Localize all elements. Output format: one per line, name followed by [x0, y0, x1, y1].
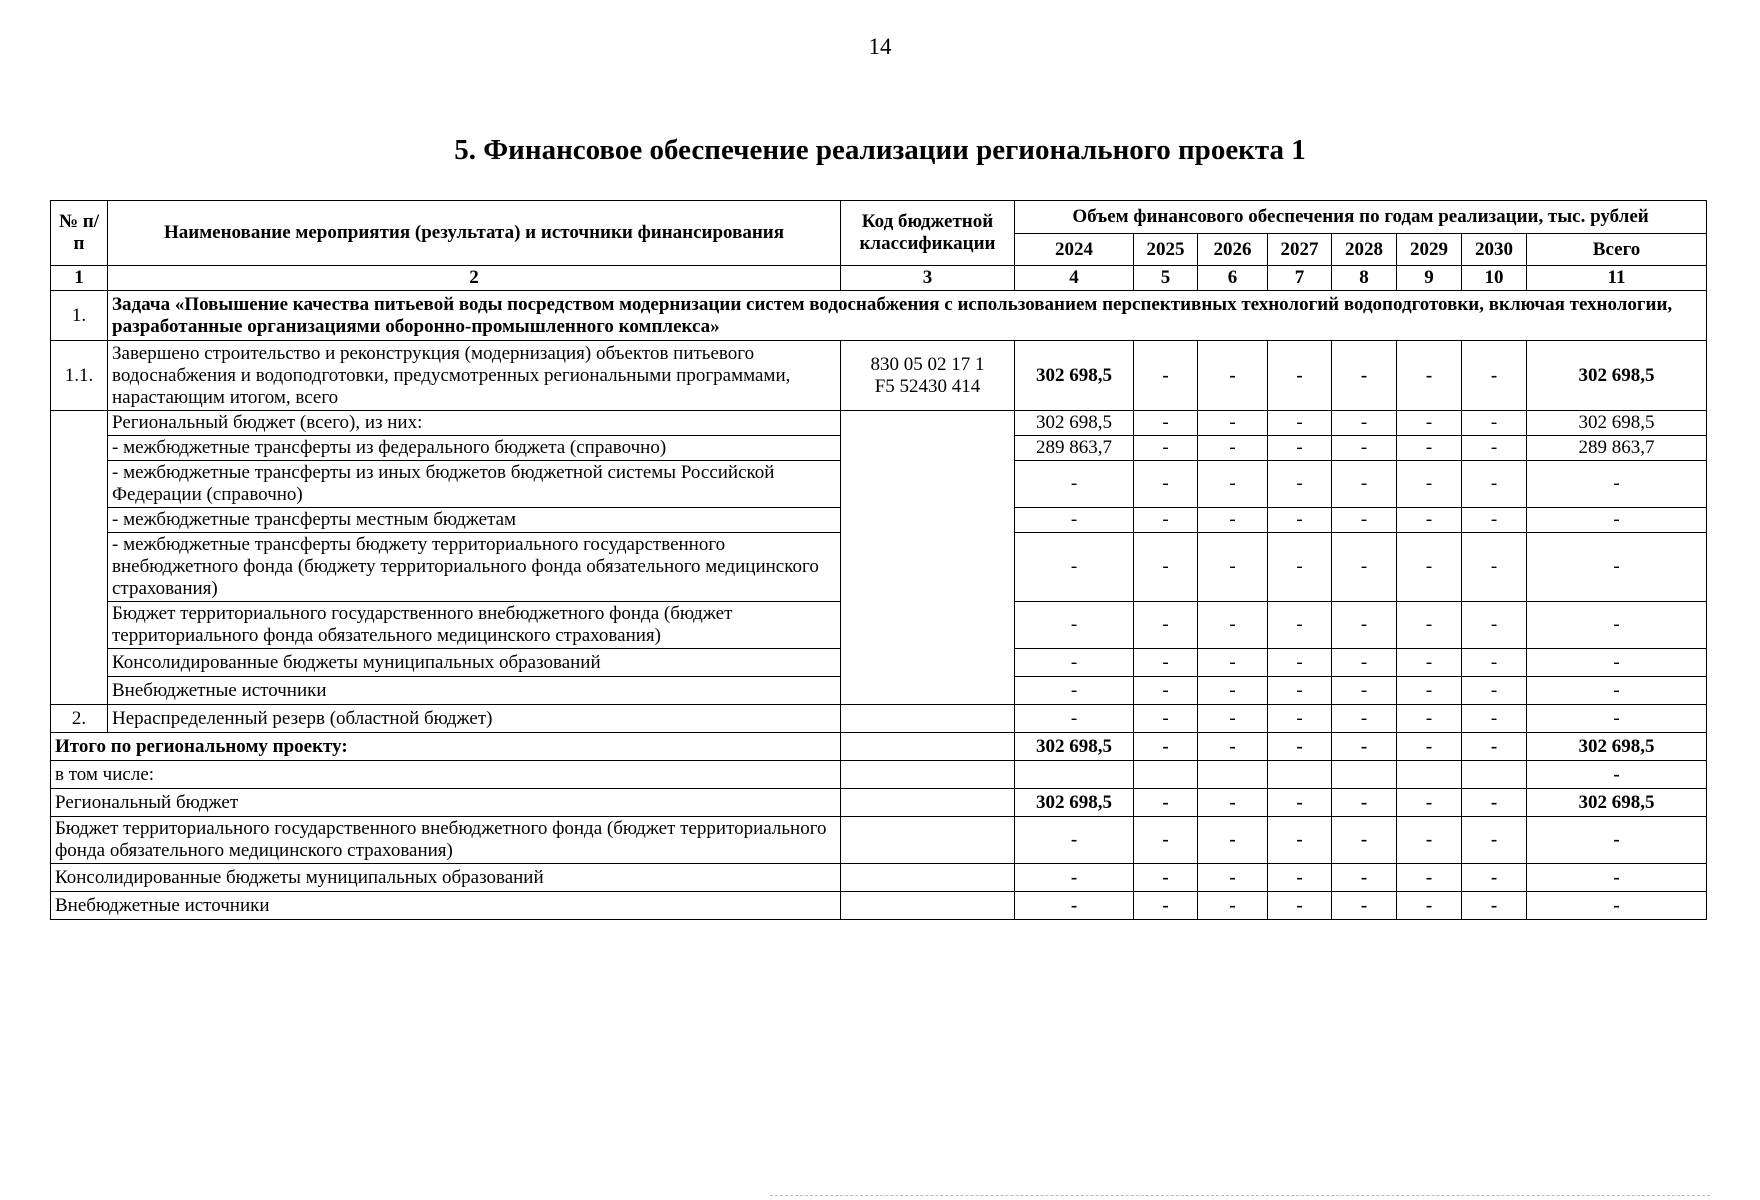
value-cell: -: [1397, 508, 1462, 533]
value-cell: -: [1527, 533, 1707, 602]
including-row: [51, 761, 1707, 789]
value-cell: -: [1462, 508, 1527, 533]
source-row: [51, 411, 1707, 436]
blank-value-cell: [1397, 761, 1462, 789]
value-cell: -: [1527, 705, 1707, 733]
value-cell: -: [1462, 864, 1527, 892]
value-cell: -: [1198, 705, 1268, 733]
value-cell: -: [1527, 649, 1707, 677]
value-cell: -: [1134, 817, 1198, 864]
value-cell: -: [1462, 341, 1527, 411]
column-number: 5: [1134, 266, 1198, 291]
value-cell: -: [1198, 533, 1268, 602]
value-cell: -: [1397, 341, 1462, 411]
blank-code-cell: [841, 733, 1015, 761]
value-cell: 302 698,5: [1527, 411, 1707, 436]
value-cell: -: [1527, 761, 1707, 789]
column-number: 11: [1527, 266, 1707, 291]
value-cell: -: [1015, 649, 1134, 677]
header-year: 2025: [1134, 234, 1198, 266]
value-cell: -: [1462, 892, 1527, 920]
value-cell: -: [1134, 533, 1198, 602]
value-cell: -: [1397, 602, 1462, 649]
source-name: Внебюджетные источники: [108, 677, 841, 705]
value-cell: -: [1198, 436, 1268, 461]
value-cell: -: [1268, 461, 1332, 508]
value-cell: -: [1462, 602, 1527, 649]
value-cell: -: [1397, 677, 1462, 705]
value-cell: -: [1268, 789, 1332, 817]
value-cell: -: [1015, 864, 1134, 892]
value-cell: -: [1198, 508, 1268, 533]
value-cell: 302 698,5: [1015, 341, 1134, 411]
value-cell: -: [1134, 436, 1198, 461]
blank-code-cell: [841, 705, 1015, 733]
value-cell: -: [1332, 411, 1397, 436]
blank-value-cell: [1198, 761, 1268, 789]
value-cell: -: [1332, 705, 1397, 733]
value-cell: -: [1015, 817, 1134, 864]
value-cell: -: [1462, 411, 1527, 436]
source-name: - межбюджетные трансферты из иных бюджетов бюджетной системы Российской Федерации (справочно): [108, 461, 841, 508]
column-number: 6: [1198, 266, 1268, 291]
blank-code-cell: [841, 892, 1015, 920]
value-cell: -: [1462, 817, 1527, 864]
task-text: Задача «Повышение качества питьевой воды посредством модернизации систем водоснабжения с использованием перспективных технологий водоподготовки, включая технологии, разработанные организациями оборонно-промышленного комплекса»: [108, 291, 1707, 341]
value-cell: -: [1134, 602, 1198, 649]
column-number: 1: [51, 266, 108, 291]
total-source-row: [51, 789, 1707, 817]
value-cell: -: [1332, 341, 1397, 411]
value-cell: -: [1268, 602, 1332, 649]
value-cell: -: [1462, 733, 1527, 761]
total-source-row: [51, 892, 1707, 920]
blank-code-cell: [841, 817, 1015, 864]
result-text: Завершено строительство и реконструкция (модернизация) объектов питьевого водоснабжения и водоподготовки, предусмотренных региональными программами, нарастающим итогом, всего: [108, 341, 841, 411]
value-cell: -: [1527, 864, 1707, 892]
including-label: в том числе:: [51, 761, 841, 789]
blank-value-cell: [1268, 761, 1332, 789]
source-name: Региональный бюджет (всего), из них:: [108, 411, 841, 436]
header-year: 2030: [1462, 234, 1527, 266]
value-cell: -: [1268, 733, 1332, 761]
value-cell: -: [1268, 677, 1332, 705]
value-cell: -: [1527, 892, 1707, 920]
value-cell: -: [1332, 508, 1397, 533]
value-cell: -: [1134, 677, 1198, 705]
value-cell: -: [1268, 436, 1332, 461]
blank-value-cell: [1462, 761, 1527, 789]
value-cell: -: [1268, 892, 1332, 920]
value-cell: 302 698,5: [1015, 789, 1134, 817]
blank-code-cell: [841, 761, 1015, 789]
value-cell: -: [1134, 864, 1198, 892]
value-cell: -: [1332, 892, 1397, 920]
value-cell: -: [1015, 461, 1134, 508]
value-cell: -: [1198, 789, 1268, 817]
value-cell: -: [1462, 789, 1527, 817]
blank-value-cell: [1015, 761, 1134, 789]
value-cell: -: [1397, 892, 1462, 920]
value-cell: -: [1134, 892, 1198, 920]
value-cell: -: [1332, 864, 1397, 892]
value-cell: -: [1527, 817, 1707, 864]
header-year: 2027: [1268, 234, 1332, 266]
value-cell: 302 698,5: [1527, 733, 1707, 761]
total-source-name: Бюджет территориального государственного внебюджетного фонда (бюджет территориального фонда обязательного медицинского страхования): [51, 817, 841, 864]
header-volume: Объем финансового обеспечения по годам реализации, тыс. рублей: [1015, 201, 1707, 234]
result-row: [51, 341, 1707, 411]
header-num: № п/п: [51, 201, 108, 266]
value-cell: -: [1332, 461, 1397, 508]
value-cell: -: [1134, 508, 1198, 533]
total-source-name: Консолидированные бюджеты муниципальных образований: [51, 864, 841, 892]
value-cell: -: [1462, 677, 1527, 705]
value-cell: -: [1397, 649, 1462, 677]
reserve-num: 2.: [51, 705, 108, 733]
value-cell: -: [1332, 649, 1397, 677]
value-cell: -: [1462, 649, 1527, 677]
value-cell: -: [1134, 341, 1198, 411]
budget-code-line: F5 52430 414: [874, 375, 981, 397]
value-cell: -: [1397, 533, 1462, 602]
value-cell: -: [1332, 533, 1397, 602]
header-total: Всего: [1527, 234, 1707, 266]
value-cell: -: [1462, 705, 1527, 733]
blank-code-cell: [841, 864, 1015, 892]
value-cell: -: [1268, 864, 1332, 892]
financing-table: [50, 200, 1707, 920]
column-number: 10: [1462, 266, 1527, 291]
value-cell: -: [1134, 789, 1198, 817]
value-cell: -: [1462, 436, 1527, 461]
column-number: 3: [841, 266, 1015, 291]
footer-divider: [770, 1195, 1710, 1197]
value-cell: -: [1134, 705, 1198, 733]
value-cell: -: [1527, 677, 1707, 705]
value-cell: -: [1332, 817, 1397, 864]
budget-code-line: 830 05 02 17 1: [870, 353, 985, 375]
value-cell: 302 698,5: [1527, 789, 1707, 817]
total-source-name: Внебюджетные источники: [51, 892, 841, 920]
value-cell: -: [1268, 705, 1332, 733]
value-cell: -: [1527, 461, 1707, 508]
blank-value-cell: [1332, 761, 1397, 789]
totals-label: Итого по региональному проекту:: [51, 733, 841, 761]
value-cell: -: [1268, 411, 1332, 436]
result-num: 1.1.: [51, 341, 108, 411]
value-cell: -: [1134, 649, 1198, 677]
value-cell: -: [1397, 436, 1462, 461]
source-name: - межбюджетные трансферты из федерального бюджета (справочно): [108, 436, 841, 461]
value-cell: -: [1198, 602, 1268, 649]
value-cell: -: [1268, 817, 1332, 864]
value-cell: -: [1397, 733, 1462, 761]
header-year: 2024: [1015, 234, 1134, 266]
value-cell: -: [1527, 602, 1707, 649]
value-cell: -: [1134, 733, 1198, 761]
value-cell: -: [1462, 533, 1527, 602]
value-cell: -: [1397, 789, 1462, 817]
value-cell: -: [1015, 892, 1134, 920]
budget-code: [841, 341, 1015, 411]
source-name: - межбюджетные трансферты местным бюджетам: [108, 508, 841, 533]
value-cell: 302 698,5: [1015, 733, 1134, 761]
value-cell: -: [1332, 436, 1397, 461]
source-name: Бюджет территориального государственного внебюджетного фонда (бюджет территориального фонда обязательного медицинского страхования): [108, 602, 841, 649]
value-cell: -: [1015, 602, 1134, 649]
value-cell: 289 863,7: [1527, 436, 1707, 461]
value-cell: -: [1198, 649, 1268, 677]
column-number: 2: [108, 266, 841, 291]
header-code: Код бюджетной классификации: [841, 201, 1015, 266]
value-cell: -: [1134, 461, 1198, 508]
column-number: 4: [1015, 266, 1134, 291]
value-cell: -: [1015, 677, 1134, 705]
blank-value-cell: [1134, 761, 1198, 789]
value-cell: -: [1015, 508, 1134, 533]
value-cell: -: [1332, 789, 1397, 817]
blank-num-cell: [51, 411, 108, 705]
value-cell: -: [1198, 461, 1268, 508]
header-name: Наименование мероприятия (результата) и источники финансирования: [108, 201, 841, 266]
totals-row: [51, 733, 1707, 761]
task-row: [51, 291, 1707, 341]
source-name: Консолидированные бюджеты муниципальных образований: [108, 649, 841, 677]
value-cell: 302 698,5: [1527, 341, 1707, 411]
value-cell: -: [1332, 733, 1397, 761]
value-cell: -: [1397, 705, 1462, 733]
header-year: 2029: [1397, 234, 1462, 266]
blank-code-cell: [841, 789, 1015, 817]
value-cell: -: [1268, 341, 1332, 411]
value-cell: -: [1198, 677, 1268, 705]
column-number: 9: [1397, 266, 1462, 291]
value-cell: -: [1268, 508, 1332, 533]
value-cell: -: [1397, 461, 1462, 508]
value-cell: -: [1268, 533, 1332, 602]
value-cell: -: [1462, 461, 1527, 508]
total-source-name: Региональный бюджет: [51, 789, 841, 817]
value-cell: -: [1198, 864, 1268, 892]
value-cell: -: [1015, 533, 1134, 602]
value-cell: -: [1268, 649, 1332, 677]
column-number: 7: [1268, 266, 1332, 291]
blank-code-cell: [841, 411, 1015, 705]
value-cell: -: [1397, 411, 1462, 436]
value-cell: 302 698,5: [1015, 411, 1134, 436]
column-number: 8: [1332, 266, 1397, 291]
value-cell: -: [1397, 864, 1462, 892]
value-cell: -: [1527, 508, 1707, 533]
value-cell: -: [1198, 341, 1268, 411]
value-cell: -: [1198, 817, 1268, 864]
value-cell: -: [1198, 892, 1268, 920]
value-cell: -: [1134, 411, 1198, 436]
reserve-name: Нераспределенный резерв (областной бюджет): [108, 705, 841, 733]
value-cell: -: [1332, 677, 1397, 705]
task-num: 1.: [51, 291, 108, 341]
header-year: 2026: [1198, 234, 1268, 266]
column-numbers-row: [51, 266, 1707, 291]
total-source-row: [51, 864, 1707, 892]
header-year: 2028: [1332, 234, 1397, 266]
value-cell: 289 863,7: [1015, 436, 1134, 461]
total-source-row: [51, 817, 1707, 864]
reserve-row: [51, 705, 1707, 733]
value-cell: -: [1332, 602, 1397, 649]
value-cell: -: [1397, 817, 1462, 864]
value-cell: -: [1015, 705, 1134, 733]
page-title: 5. Финансовое обеспечение реализации регионального проекта 1: [454, 134, 1306, 166]
value-cell: -: [1198, 411, 1268, 436]
page-number: 14: [868, 34, 892, 59]
value-cell: -: [1198, 733, 1268, 761]
source-name: - межбюджетные трансферты бюджету территориального государственного внебюджетного фонда (бюджету территориального фонда обязательного медицинского страхования): [108, 533, 841, 602]
